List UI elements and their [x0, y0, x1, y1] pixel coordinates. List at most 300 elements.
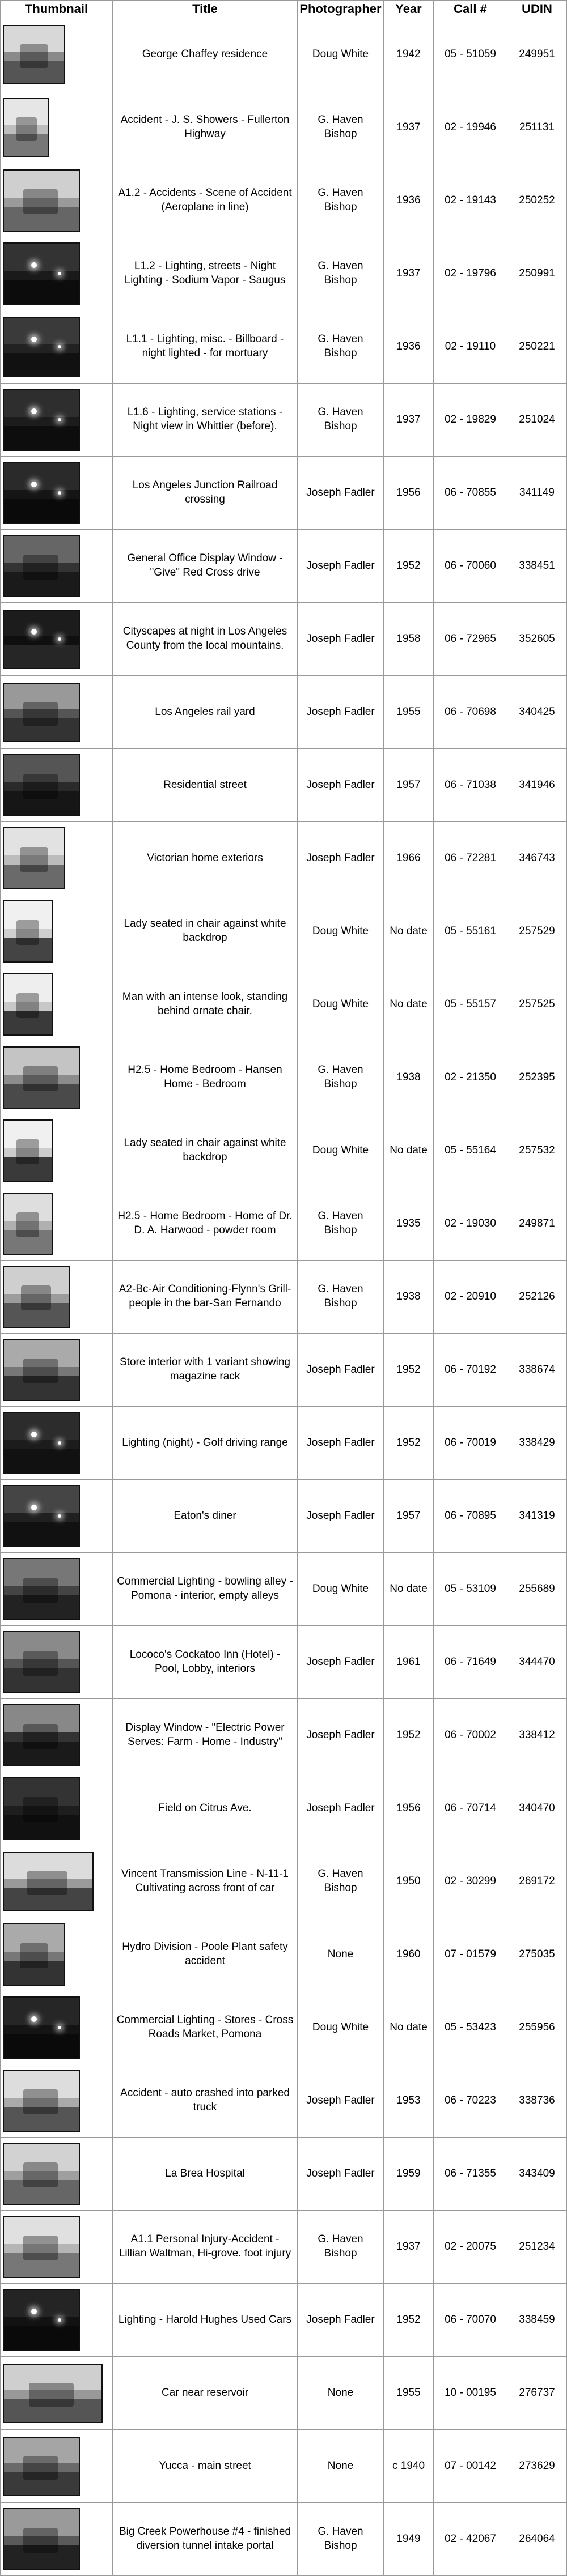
header-call-number[interactable]: Call #	[434, 1, 507, 18]
udin-cell: 340470	[507, 1772, 567, 1845]
udin-cell: 344470	[507, 1626, 567, 1699]
title-cell: Residential street	[113, 749, 298, 822]
photographer-cell: Joseph Fadler	[298, 2138, 384, 2211]
photo-thumbnail[interactable]	[3, 754, 80, 816]
photographer-cell: Joseph Fadler	[298, 1480, 384, 1553]
table-row[interactable]	[1, 1918, 567, 1991]
year-cell: 1937	[384, 384, 434, 457]
udin-cell: 249951	[507, 18, 567, 91]
thumbnail-frame	[1, 91, 112, 164]
call-number-cell: 02 - 42067	[434, 2503, 507, 2576]
thumbnail-cell	[1, 2064, 113, 2138]
call-number-cell: 06 - 72281	[434, 822, 507, 895]
call-number-cell: 05 - 53423	[434, 1991, 507, 2064]
photo-thumbnail[interactable]	[3, 2216, 80, 2278]
year-cell: 1957	[384, 1480, 434, 1553]
udin-cell: 352605	[507, 603, 567, 676]
call-number-cell: 06 - 70698	[434, 676, 507, 749]
title-cell: Car near reservoir	[113, 2357, 298, 2430]
photo-thumbnail[interactable]	[3, 98, 49, 157]
title-cell: Display Window - "Electric Power Serves: Farm - Home - Industry"	[113, 1699, 298, 1772]
udin-cell: 269172	[507, 1845, 567, 1918]
header-title[interactable]: Title	[113, 1, 298, 18]
photo-thumbnail[interactable]	[3, 2289, 80, 2351]
title-cell: Big Creek Powerhouse #4 - finished diversion tunnel intake portal	[113, 2503, 298, 2576]
udin-cell: 251024	[507, 384, 567, 457]
call-number-cell: 05 - 55164	[434, 1114, 507, 1187]
table-row[interactable]	[1, 2284, 567, 2357]
call-number-cell: 02 - 19796	[434, 237, 507, 310]
udin-cell: 341149	[507, 457, 567, 530]
thumbnail-cell	[1, 603, 113, 676]
title-cell: Victorian home exteriors	[113, 822, 298, 895]
thumbnail-frame	[1, 18, 112, 91]
call-number-cell: 05 - 55161	[434, 895, 507, 968]
photographer-cell: None	[298, 2430, 384, 2503]
title-cell: Accident - J. S. Showers - Fullerton Highway	[113, 91, 298, 164]
table-row[interactable]	[1, 2503, 567, 2576]
year-cell: 1955	[384, 2357, 434, 2430]
photo-thumbnail[interactable]	[3, 2508, 80, 2570]
photo-thumbnail[interactable]	[3, 1996, 80, 2059]
udin-cell: 252126	[507, 1261, 567, 1334]
photo-thumbnail[interactable]	[3, 900, 53, 963]
udin-cell: 340425	[507, 676, 567, 749]
thumbnail-frame	[1, 895, 112, 968]
photo-thumbnail[interactable]	[3, 2143, 80, 2205]
thumbnail-cell	[1, 530, 113, 603]
call-number-cell: 02 - 21350	[434, 1041, 507, 1114]
year-cell: 1935	[384, 1187, 434, 1261]
thumbnail-cell	[1, 237, 113, 310]
year-cell: 1952	[384, 530, 434, 603]
table-row[interactable]	[1, 310, 567, 384]
thumbnail-frame	[1, 1261, 112, 1333]
photo-thumbnail[interactable]	[3, 1485, 80, 1547]
photo-thumbnail[interactable]	[3, 1046, 80, 1109]
call-number-cell: 02 - 19030	[434, 1187, 507, 1261]
year-cell: 1958	[384, 603, 434, 676]
udin-cell: 338674	[507, 1334, 567, 1407]
photographer-cell: G. Haven Bishop	[298, 384, 384, 457]
photographer-cell: Doug White	[298, 18, 384, 91]
photographer-cell: None	[298, 1918, 384, 1991]
table-row[interactable]	[1, 91, 567, 164]
call-number-cell: 06 - 72965	[434, 603, 507, 676]
call-number-cell: 06 - 70070	[434, 2284, 507, 2357]
photo-thumbnail[interactable]	[3, 389, 80, 451]
photo-thumbnail[interactable]	[3, 610, 80, 669]
title-cell: Lady seated in chair against white backdrop	[113, 895, 298, 968]
year-cell: 1953	[384, 2064, 434, 2138]
year-cell: 1949	[384, 2503, 434, 2576]
year-cell: 1937	[384, 91, 434, 164]
thumbnail-frame	[1, 1407, 112, 1479]
photo-thumbnail[interactable]	[3, 1119, 53, 1182]
thumbnail-cell	[1, 676, 113, 749]
header-thumbnail[interactable]: Thumbnail	[1, 1, 113, 18]
table-row[interactable]	[1, 457, 567, 530]
title-cell: Commercial Lighting - Stores - Cross Roads Market, Pomona	[113, 1991, 298, 2064]
udin-cell: 338429	[507, 1407, 567, 1480]
photo-thumbnail[interactable]	[3, 2437, 80, 2496]
table-row[interactable]	[1, 530, 567, 603]
year-cell: 1956	[384, 457, 434, 530]
thumbnail-frame	[1, 384, 112, 456]
photo-thumbnail[interactable]	[3, 827, 65, 889]
photo-thumbnail[interactable]	[3, 242, 80, 305]
call-number-cell: 06 - 70855	[434, 457, 507, 530]
udin-cell: 264064	[507, 2503, 567, 2576]
thumbnail-frame	[1, 310, 112, 383]
photographer-cell: G. Haven Bishop	[298, 1261, 384, 1334]
year-cell: 1952	[384, 1699, 434, 1772]
title-cell: Commercial Lighting - bowling alley - Pomona - interior, empty alleys	[113, 1553, 298, 1626]
table-row[interactable]	[1, 2064, 567, 2138]
year-cell: No date	[384, 1114, 434, 1187]
thumbnail-cell	[1, 2503, 113, 2576]
year-cell: 1959	[384, 2138, 434, 2211]
title-cell: Cityscapes at night in Los Angeles County from the local mountains.	[113, 603, 298, 676]
photographer-cell: None	[298, 2357, 384, 2430]
thumbnail-frame	[1, 2503, 112, 2575]
thumbnail-frame	[1, 2064, 112, 2137]
photo-thumbnail[interactable]	[3, 1558, 80, 1620]
title-cell: Store interior with 1 variant showing magazine rack	[113, 1334, 298, 1407]
year-cell: No date	[384, 1553, 434, 1626]
thumbnail-cell	[1, 310, 113, 384]
title-cell: Vincent Transmission Line - N-11-1 Cultivating across front of car	[113, 1845, 298, 1918]
table-row[interactable]	[1, 1845, 567, 1918]
thumbnail-frame	[1, 1114, 112, 1187]
table-row[interactable]	[1, 895, 567, 968]
thumbnail-frame	[1, 1699, 112, 1772]
thumbnail-cell	[1, 1480, 113, 1553]
photo-thumbnail[interactable]	[3, 535, 80, 597]
photographer-cell: G. Haven Bishop	[298, 1187, 384, 1261]
thumbnail-cell	[1, 91, 113, 164]
thumbnail-cell	[1, 1626, 113, 1699]
thumbnail-frame	[1, 1041, 112, 1114]
call-number-cell: 06 - 71038	[434, 749, 507, 822]
table-row[interactable]	[1, 1334, 567, 1407]
thumbnail-cell	[1, 18, 113, 91]
thumbnail-frame	[1, 1918, 112, 1991]
thumbnail-cell	[1, 1187, 113, 1261]
photo-thumbnail[interactable]	[3, 169, 80, 232]
thumbnail-frame	[1, 1334, 112, 1406]
thumbnail-frame	[1, 1772, 112, 1845]
udin-cell: 273629	[507, 2430, 567, 2503]
header-udin[interactable]: UDIN	[507, 1, 567, 18]
thumbnail-frame	[1, 2430, 112, 2502]
call-number-cell: 10 - 00195	[434, 2357, 507, 2430]
udin-cell: 257532	[507, 1114, 567, 1187]
call-number-cell: 02 - 19110	[434, 310, 507, 384]
table-row[interactable]	[1, 2357, 567, 2430]
year-cell: 1960	[384, 1918, 434, 1991]
photographer-cell: G. Haven Bishop	[298, 2503, 384, 2576]
table-row[interactable]	[1, 749, 567, 822]
thumbnail-frame	[1, 822, 112, 895]
udin-cell: 338451	[507, 530, 567, 603]
call-number-cell: 06 - 70895	[434, 1480, 507, 1553]
call-number-cell: 06 - 70060	[434, 530, 507, 603]
udin-cell: 338412	[507, 1699, 567, 1772]
title-cell: L1.6 - Lighting, service stations - Night view in Whittier (before).	[113, 384, 298, 457]
title-cell: L1.1 - Lighting, misc. - Billboard - night lighted - for mortuary	[113, 310, 298, 384]
title-cell: A1.1 Personal Injury-Accident - Lillian Waltman, Hi-grove. foot injury	[113, 2211, 298, 2284]
photo-thumbnail[interactable]	[3, 973, 53, 1036]
thumbnail-cell	[1, 1772, 113, 1845]
title-cell: La Brea Hospital	[113, 2138, 298, 2211]
photo-thumbnail[interactable]	[3, 317, 80, 377]
table-row[interactable]	[1, 2138, 567, 2211]
year-cell: 1966	[384, 822, 434, 895]
title-cell: George Chaffey residence	[113, 18, 298, 91]
table-body	[1, 18, 567, 2576]
year-cell: No date	[384, 968, 434, 1041]
thumbnail-frame	[1, 2284, 112, 2356]
year-cell: 1936	[384, 310, 434, 384]
photographer-cell: G. Haven Bishop	[298, 91, 384, 164]
photo-thumbnail[interactable]	[3, 683, 80, 742]
year-cell: 1942	[384, 18, 434, 91]
title-cell: Lady seated in chair against white backdrop	[113, 1114, 298, 1187]
table-row[interactable]	[1, 2211, 567, 2284]
table-row[interactable]	[1, 1772, 567, 1845]
call-number-cell: 02 - 20075	[434, 2211, 507, 2284]
table-row[interactable]	[1, 2430, 567, 2503]
table-row[interactable]	[1, 237, 567, 310]
photographer-cell: Joseph Fadler	[298, 749, 384, 822]
thumbnail-cell	[1, 749, 113, 822]
title-cell: Accident - auto crashed into parked truck	[113, 2064, 298, 2138]
thumbnail-frame	[1, 1845, 112, 1918]
table-row[interactable]	[1, 676, 567, 749]
call-number-cell: 05 - 51059	[434, 18, 507, 91]
photographer-cell: Doug White	[298, 895, 384, 968]
thumbnail-frame	[1, 1480, 112, 1552]
year-cell: 1937	[384, 237, 434, 310]
thumbnail-frame	[1, 1187, 112, 1260]
table-header-row	[1, 1, 567, 18]
udin-cell: 250221	[507, 310, 567, 384]
call-number-cell: 02 - 19143	[434, 164, 507, 237]
thumbnail-frame	[1, 530, 112, 602]
year-cell: 1938	[384, 1041, 434, 1114]
call-number-cell: 05 - 55157	[434, 968, 507, 1041]
thumbnail-cell	[1, 968, 113, 1041]
table-row[interactable]	[1, 1699, 567, 1772]
year-cell: 1952	[384, 1407, 434, 1480]
thumbnail-cell	[1, 822, 113, 895]
thumbnail-cell	[1, 1334, 113, 1407]
photographer-cell: Joseph Fadler	[298, 822, 384, 895]
thumbnail-frame	[1, 2357, 112, 2429]
year-cell: No date	[384, 1991, 434, 2064]
photographer-cell: G. Haven Bishop	[298, 2211, 384, 2284]
udin-cell: 255689	[507, 1553, 567, 1626]
title-cell: Los Angeles Junction Railroad crossing	[113, 457, 298, 530]
call-number-cell: 06 - 70019	[434, 1407, 507, 1480]
title-cell: General Office Display Window - "Give" Red Cross drive	[113, 530, 298, 603]
photographer-cell: Joseph Fadler	[298, 1407, 384, 1480]
thumbnail-cell	[1, 2357, 113, 2430]
year-cell: 1957	[384, 749, 434, 822]
table-row[interactable]	[1, 1480, 567, 1553]
photographer-cell: Joseph Fadler	[298, 1699, 384, 1772]
photographer-cell: Joseph Fadler	[298, 2284, 384, 2357]
call-number-cell: 06 - 71649	[434, 1626, 507, 1699]
year-cell: 1936	[384, 164, 434, 237]
title-cell: A2-Bc-Air Conditioning-Flynn's Grill-people in the bar-San Fernando	[113, 1261, 298, 1334]
title-cell: Lighting - Harold Hughes Used Cars	[113, 2284, 298, 2357]
udin-cell: 249871	[507, 1187, 567, 1261]
thumbnail-cell	[1, 2138, 113, 2211]
photo-thumbnail[interactable]	[3, 1193, 53, 1255]
photo-thumbnail[interactable]	[3, 462, 80, 524]
title-cell: Lighting (night) - Golf driving range	[113, 1407, 298, 1480]
photo-thumbnail[interactable]	[3, 1339, 80, 1401]
thumbnail-frame	[1, 164, 112, 237]
title-cell: Los Angeles rail yard	[113, 676, 298, 749]
photographer-cell: Joseph Fadler	[298, 530, 384, 603]
photographer-cell: Doug White	[298, 968, 384, 1041]
year-cell: No date	[384, 895, 434, 968]
call-number-cell: 02 - 30299	[434, 1845, 507, 1918]
photographer-cell: Joseph Fadler	[298, 603, 384, 676]
thumbnail-frame	[1, 968, 112, 1041]
photo-thumbnail[interactable]	[3, 1777, 80, 1840]
header-year[interactable]: Year	[384, 1, 434, 18]
udin-cell: 275035	[507, 1918, 567, 1991]
udin-cell: 276737	[507, 2357, 567, 2430]
photographer-cell: G. Haven Bishop	[298, 1845, 384, 1918]
table-row[interactable]	[1, 164, 567, 237]
udin-cell: 251234	[507, 2211, 567, 2284]
table-row[interactable]	[1, 1553, 567, 1626]
udin-cell: 343409	[507, 2138, 567, 2211]
photo-thumbnail[interactable]	[3, 1852, 94, 1911]
photo-thumbnail[interactable]	[3, 1266, 70, 1328]
call-number-cell: 05 - 53109	[434, 1553, 507, 1626]
photographer-cell: G. Haven Bishop	[298, 164, 384, 237]
thumbnail-cell	[1, 1114, 113, 1187]
photographer-cell: G. Haven Bishop	[298, 237, 384, 310]
year-cell: 1961	[384, 1626, 434, 1699]
table-row[interactable]	[1, 603, 567, 676]
year-cell: 1950	[384, 1845, 434, 1918]
udin-cell: 250991	[507, 237, 567, 310]
photo-thumbnail[interactable]	[3, 1923, 65, 1986]
title-cell: Yucca - main street	[113, 2430, 298, 2503]
photo-thumbnail[interactable]	[3, 1412, 80, 1474]
table-row[interactable]	[1, 968, 567, 1041]
udin-cell: 250252	[507, 164, 567, 237]
thumbnail-cell	[1, 895, 113, 968]
udin-cell: 341319	[507, 1480, 567, 1553]
photo-thumbnail[interactable]	[3, 1631, 80, 1693]
call-number-cell: 07 - 01579	[434, 1918, 507, 1991]
thumbnail-cell	[1, 1041, 113, 1114]
photographer-cell: Joseph Fadler	[298, 1334, 384, 1407]
thumbnail-cell	[1, 164, 113, 237]
table-row[interactable]	[1, 384, 567, 457]
udin-cell: 257529	[507, 895, 567, 968]
thumbnail-cell	[1, 1845, 113, 1918]
table-row[interactable]	[1, 1114, 567, 1187]
udin-cell: 341946	[507, 749, 567, 822]
title-cell: Lococo's Cockatoo Inn (Hotel) - Pool, Lobby, interiors	[113, 1626, 298, 1699]
year-cell: 1955	[384, 676, 434, 749]
udin-cell: 338459	[507, 2284, 567, 2357]
table-row[interactable]	[1, 822, 567, 895]
table-row[interactable]	[1, 18, 567, 91]
photo-thumbnail[interactable]	[3, 2070, 80, 2132]
thumbnail-frame	[1, 2211, 112, 2283]
photographer-cell: Doug White	[298, 1991, 384, 2064]
thumbnail-frame	[1, 237, 112, 310]
year-cell: 1952	[384, 2284, 434, 2357]
year-cell: 1937	[384, 2211, 434, 2284]
photographer-cell: Joseph Fadler	[298, 2064, 384, 2138]
photographer-cell: Doug White	[298, 1114, 384, 1187]
table-row[interactable]	[1, 1991, 567, 2064]
table-row[interactable]	[1, 1407, 567, 1480]
photographer-cell: Joseph Fadler	[298, 676, 384, 749]
photographer-cell: Doug White	[298, 1553, 384, 1626]
photo-thumbnail[interactable]	[3, 1704, 80, 1766]
title-cell: H2.5 - Home Bedroom - Hansen Home - Bedroom	[113, 1041, 298, 1114]
photo-thumbnail[interactable]	[3, 2364, 103, 2423]
thumbnail-cell	[1, 1407, 113, 1480]
thumbnail-cell	[1, 1918, 113, 1991]
thumbnail-frame	[1, 1553, 112, 1625]
thumbnail-frame	[1, 749, 112, 821]
thumbnail-frame	[1, 1626, 112, 1698]
title-cell: H2.5 - Home Bedroom - Home of Dr. D. A. Harwood - powder room	[113, 1187, 298, 1261]
call-number-cell: 06 - 71355	[434, 2138, 507, 2211]
photographer-cell: G. Haven Bishop	[298, 1041, 384, 1114]
thumbnail-cell	[1, 2284, 113, 2357]
title-cell: Eaton's diner	[113, 1480, 298, 1553]
year-cell: 1956	[384, 1772, 434, 1845]
thumbnail-cell	[1, 2430, 113, 2503]
call-number-cell: 02 - 19946	[434, 91, 507, 164]
header-photographer[interactable]: Photographer	[298, 1, 384, 18]
year-cell: c 1940	[384, 2430, 434, 2503]
table-row[interactable]	[1, 1626, 567, 1699]
thumbnail-frame	[1, 457, 112, 529]
table-row[interactable]	[1, 1041, 567, 1114]
photographer-cell: Joseph Fadler	[298, 457, 384, 530]
udin-cell: 346743	[507, 822, 567, 895]
thumbnail-cell	[1, 457, 113, 530]
photo-thumbnail[interactable]	[3, 25, 65, 84]
udin-cell: 252395	[507, 1041, 567, 1114]
call-number-cell: 06 - 70002	[434, 1699, 507, 1772]
thumbnail-frame	[1, 676, 112, 748]
udin-cell: 251131	[507, 91, 567, 164]
table-row[interactable]	[1, 1261, 567, 1334]
title-cell: Hydro Division - Poole Plant safety accident	[113, 1918, 298, 1991]
udin-cell: 255956	[507, 1991, 567, 2064]
thumbnail-cell	[1, 1699, 113, 1772]
table-row[interactable]	[1, 1187, 567, 1261]
thumbnail-cell	[1, 1991, 113, 2064]
call-number-cell: 07 - 00142	[434, 2430, 507, 2503]
